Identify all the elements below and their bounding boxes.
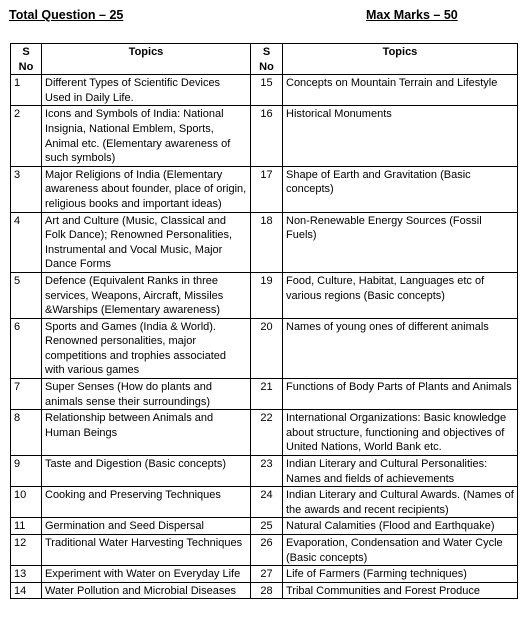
topic-right-cell: Shape of Earth and Gravitation (Basic concepts) (283, 166, 518, 212)
sno-right-cell: 20 (251, 318, 283, 378)
col-sno-left: S No (11, 44, 42, 75)
col-topics-left: Topics (42, 44, 251, 75)
topic-right-cell: Food, Culture, Habitat, Languages etc of various regions (Basic concepts) (283, 272, 518, 318)
col-topics-right: Topics (283, 44, 518, 75)
table-row (11, 212, 518, 272)
topic-left-cell: Major Religions of India (Elementary awareness about founder, place of origin, religious books and important ideas) (42, 166, 251, 212)
topic-right-cell: Non-Renewable Energy Sources (Fossil Fuels) (283, 212, 518, 272)
table-row (11, 272, 518, 318)
topic-left-cell: Traditional Water Harvesting Techniques (42, 535, 251, 566)
sno-left-cell: 14 (11, 582, 42, 599)
sno-left-cell: 1 (11, 75, 42, 106)
topic-right-cell: Life of Farmers (Farming techniques) (283, 566, 518, 583)
topics-table (10, 43, 518, 599)
topic-left-cell: Icons and Symbols of India: National Insignia, National Emblem, Sports, Animal etc. (Elementary awareness of such symbols) (42, 106, 251, 166)
topic-left-cell: Super Senses (How do plants and animals sense their surroundings) (42, 379, 251, 410)
topic-right-cell: Historical Monuments (283, 106, 518, 166)
topic-left-cell: Cooking and Preserving Techniques (42, 487, 251, 518)
topic-left-cell: Germination and Seed Dispersal (42, 518, 251, 535)
sno-right-cell: 19 (251, 272, 283, 318)
sno-left-cell: 13 (11, 566, 42, 583)
sno-right-cell: 21 (251, 379, 283, 410)
table-row (11, 106, 518, 166)
total-question-heading: Total Question – 25 (9, 8, 124, 22)
topic-left-cell: Taste and Digestion (Basic concepts) (42, 456, 251, 487)
topic-right-cell: Names of young ones of different animals (283, 318, 518, 378)
topic-left-cell: Water Pollution and Microbial Diseases (42, 582, 251, 599)
table-row (11, 318, 518, 378)
table-row (11, 75, 518, 106)
sno-right-cell: 23 (251, 456, 283, 487)
sno-right-cell: 25 (251, 518, 283, 535)
topic-left-cell: Different Types of Scientific Devices Used in Daily Life. (42, 75, 251, 106)
topic-right-cell: International Organizations: Basic knowledge about structure, functioning and objectives of United Nations, World Bank etc. (283, 410, 518, 456)
table-row (11, 535, 518, 566)
table-row (11, 410, 518, 456)
max-marks-heading: Max Marks – 50 (366, 8, 458, 22)
table-row (11, 518, 518, 535)
topic-left-cell: Relationship between Animals and Human Beings (42, 410, 251, 456)
sno-right-cell: 18 (251, 212, 283, 272)
sno-left-cell: 5 (11, 272, 42, 318)
topic-left-cell: Experiment with Water on Everyday Life (42, 566, 251, 583)
sno-left-cell: 8 (11, 410, 42, 456)
topic-right-cell: Natural Calamities (Flood and Earthquake) (283, 518, 518, 535)
sno-right-cell: 22 (251, 410, 283, 456)
topic-right-cell: Functions of Body Parts of Plants and Animals (283, 379, 518, 410)
topic-right-cell: Indian Literary and Cultural Awards. (Names of the awards and recent recipients) (283, 487, 518, 518)
table-header-row (11, 44, 518, 75)
topic-right-cell: Tribal Communities and Forest Produce (283, 582, 518, 599)
sno-left-cell: 3 (11, 166, 42, 212)
sno-left-cell: 10 (11, 487, 42, 518)
topic-left-cell: Art and Culture (Music, Classical and Folk Dance); Renowned Personalities, Instrumental and Vocal Music, Major Dance Forms (42, 212, 251, 272)
table-row (11, 166, 518, 212)
table-row (11, 487, 518, 518)
topic-left-cell: Defence (Equivalent Ranks in three services, Weapons, Aircraft, Missiles &Warships (Elementary awareness) (42, 272, 251, 318)
sno-right-cell: 26 (251, 535, 283, 566)
sno-left-cell: 2 (11, 106, 42, 166)
sno-right-cell: 17 (251, 166, 283, 212)
topic-left-cell: Sports and Games (India & World). Renowned personalities, major competitions and trophies associated with various games (42, 318, 251, 378)
sno-left-cell: 6 (11, 318, 42, 378)
sno-left-cell: 11 (11, 518, 42, 535)
sno-left-cell: 9 (11, 456, 42, 487)
col-sno-right: S No (251, 44, 283, 75)
table-row (11, 379, 518, 410)
topic-right-cell: Evaporation, Condensation and Water Cycle (Basic concepts) (283, 535, 518, 566)
sno-right-cell: 16 (251, 106, 283, 166)
sno-left-cell: 12 (11, 535, 42, 566)
sno-right-cell: 15 (251, 75, 283, 106)
sno-left-cell: 7 (11, 379, 42, 410)
topic-right-cell: Indian Literary and Cultural Personalities: Names and fields of achievements (283, 456, 518, 487)
sno-right-cell: 27 (251, 566, 283, 583)
table-row (11, 582, 518, 599)
table-row (11, 566, 518, 583)
topic-right-cell: Concepts on Mountain Terrain and Lifestyle (283, 75, 518, 106)
sno-left-cell: 4 (11, 212, 42, 272)
sno-right-cell: 28 (251, 582, 283, 599)
table-row (11, 456, 518, 487)
sno-right-cell: 24 (251, 487, 283, 518)
